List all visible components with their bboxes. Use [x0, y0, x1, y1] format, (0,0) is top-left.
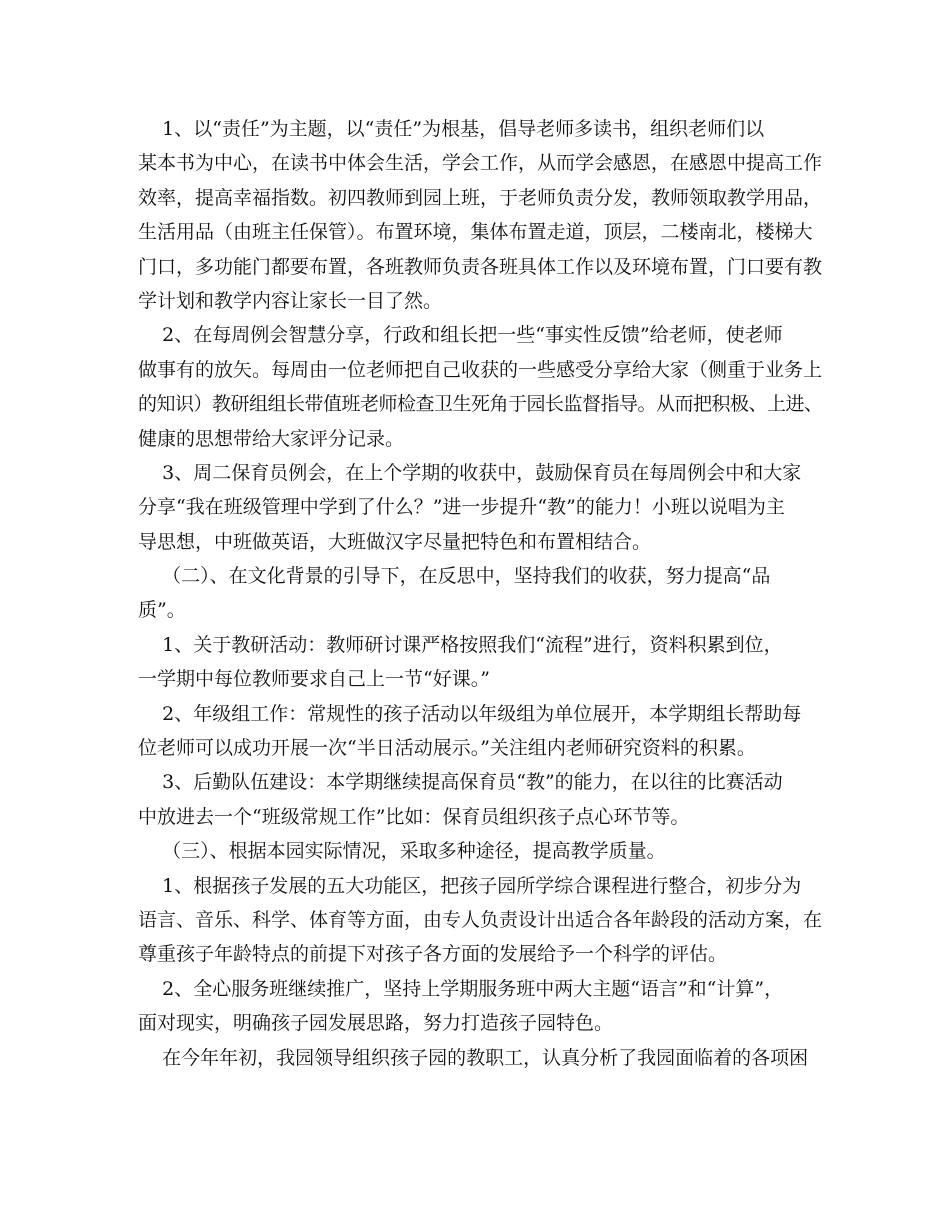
paragraph-8-line-1: 2、全心服务班继续推广，坚持上学期服务班中两大主题“语言”和“计算”，	[138, 977, 784, 1000]
paragraph-3-line-3: 导思想，中班做英语，大班做汉字尽量把特色和布置相结合。	[138, 530, 652, 553]
section-two-heading-line-1: （二）、在文化背景的引导下，在反思中，坚持我们的收获，努力提高“品	[138, 565, 771, 588]
paragraph-7-line-3: 尊重孩子年龄特点的前提下对孩子各方面的发展给予一个科学的评估。	[138, 943, 728, 966]
paragraph-9-line-1: 在今年年初，我园领导组织孩子园的教职工，认真分析了我园面临着的各项困	[138, 1046, 809, 1069]
paragraph-2-line-1: 2、在每周例会智慧分享，行政和组长把一些“事实性反馈”给老师，使老师	[138, 324, 783, 347]
paragraph-6-line-2: 中放进去一个“班级常规工作”比如：保育员组织孩子点心环节等。	[138, 805, 690, 828]
section-three-heading: （三）、根据本园实际情况，采取多种途径，提高教学质量。	[138, 840, 666, 863]
paragraph-6-line-1: 3、后勤队伍建设：本学期继续提高保育员“教”的能力，在以往的比赛活动	[138, 771, 783, 794]
paragraph-4-line-2: 一学期中每位教师要求自己上一节“好课。”	[138, 668, 490, 691]
paragraph-1-line-4: 生活用品（由班主任保管）。布置环境，集体布置走道，顶层，二楼南北，楼梯大	[138, 221, 813, 244]
paragraph-1-line-5: 门口，多功能门都要布置，各班教师负责各班具体工作以及环境布置，门口要有教	[138, 255, 823, 278]
document-body	[138, 112, 824, 1075]
paragraph-2-line-4: 健康的思想带给大家评分记录。	[138, 427, 405, 450]
paragraph-1-line-1: 1、以“责任”为主题，以“责任”为根基，倡导老师多读书，组织老师们以	[138, 118, 765, 140]
paragraph-7-line-1: 1、根据孩子发展的五大功能区，把孩子园所学综合课程进行整合，初步分为	[138, 874, 802, 897]
paragraph-3-line-2: 分享“我在班级管理中学到了什么？”进一步提升“教”的能力！小班以说唱为主	[138, 496, 785, 519]
paragraph-1-line-6: 学计划和教学内容让家长一目了然。	[138, 289, 443, 312]
paragraph-2-line-3: 的知识）教研组组长带值班老师检查卫生死角于园长监督指导。从而把积极、上进、	[138, 393, 823, 416]
paragraph-5-line-1: 2、年级组工作：常规性的孩子活动以年级组为单位展开，本学期组长帮助每	[138, 702, 802, 725]
paragraph-3-line-1: 3、周二保育员例会，在上个学期的收获中，鼓励保育员在每周例会中和大家	[138, 461, 802, 484]
paragraph-8-line-2: 面对现实，明确孩子园发展思路，努力打造孩子园特色。	[138, 1012, 614, 1035]
paragraph-1-line-3: 效率，提高幸福指数。初四教师到园上班，于老师负责分发，教师领取教学用品，	[138, 186, 823, 209]
section-two-heading-line-2: 质”。	[138, 599, 186, 622]
paragraph-1-line-2: 某本书为中心，在读书中体会生活，学会工作，从而学会感恩，在感恩中提高工作	[138, 152, 823, 175]
paragraph-4-line-1: 1、关于教研活动：教师研讨课严格按照我们“流程”进行，资料积累到位，	[138, 633, 783, 656]
paragraph-2-line-2: 做事有的放矢。每周由一位老师把自己收获的一些感受分享给大家（侧重于业务上	[138, 358, 823, 381]
paragraph-5-line-2: 位老师可以成功开展一次“半日活动展示。”关注组内老师研究资料的积累。	[138, 737, 756, 760]
paragraph-7-line-2: 语言、音乐、科学、体育等方面，由专人负责设计出适合各年龄段的活动方案，在	[138, 908, 823, 931]
